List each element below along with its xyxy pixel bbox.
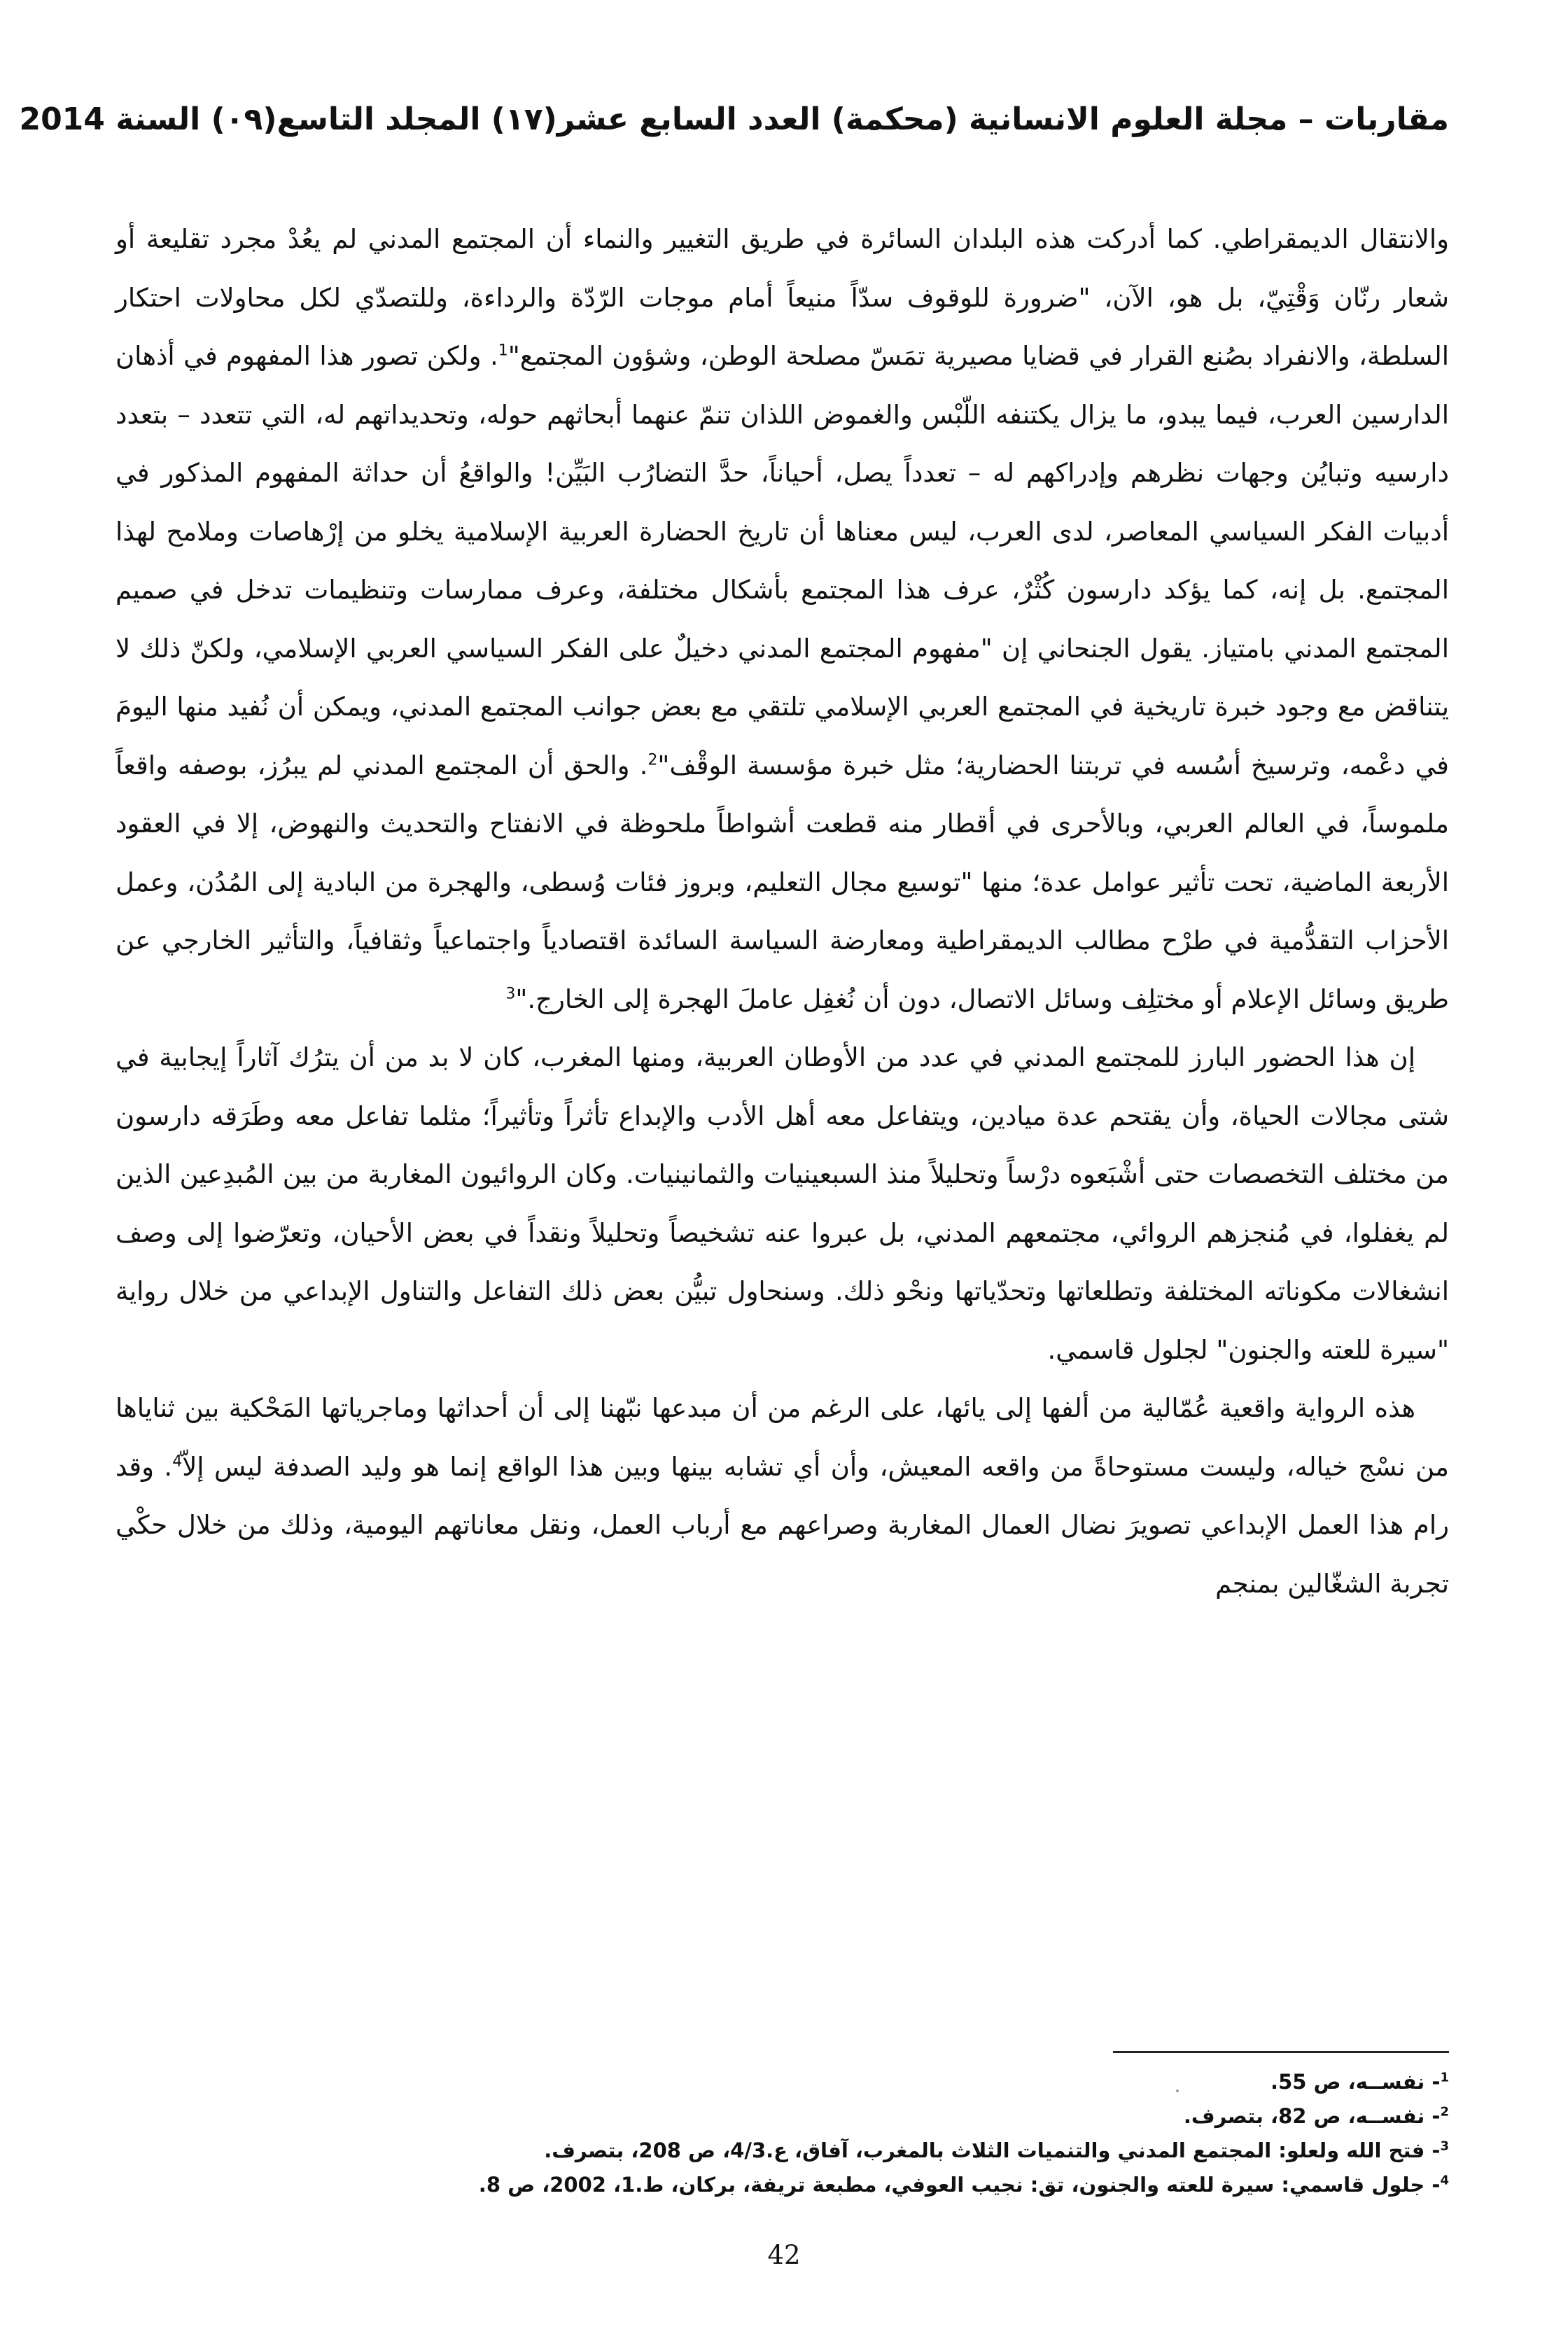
paragraph-3 bbox=[115, 1379, 1449, 1613]
text-run: . وقد رام هذا العمل الإبداعي تصويرَ نضال العمال المغاربة وصراعهم مع أرباب العمل، ونقل معاناتهم اليومية، وذلك من خلال حكْي تجربة الشغّالين بمنجم bbox=[115, 1451, 1449, 1599]
text-run: . والحق أن المجتمع المدني لم يبرُز، بوصفه واقعاً ملموساً، في العالم العربي، وبالأحرى في أقطار منه قطعت أشواطاً ملحوظة في الانفتاح والتحديث والنهوض، إلا في العقود الأربعة الماضية، تحت تأثير عوامل عدة؛ منها "توسيع مجال التعليم، وبروز فئات وُسطى، والهجرة من البادية إلى المُدُن، وعمل الأحزاب التقدُّمية في طرْح مطالب الديمقراطية ومعارضة السياسة السائدة اقتصادياً واجتماعياً وثقافياً، والتأثير الخارجي عن طريق وسائل الإعلام أو مختلِف وسائل الاتصال، دون أن نُغفِل عاملَ الهجرة إلى الخارج." bbox=[115, 750, 1449, 1014]
text-run: والانتقال الديمقراطي. كما أدركت هذه البلدان السائرة في طريق التغيير والنماء أن المجتمع المدني لم يعُدْ مجرد تقليعة أو شعار رنّان وَقْتِيّ، بل هو، الآن، "ضرورة للوقوف سدّاً منيعاً أمام موجات الرّدّة والرداءة، وللتصدّي لكل محاولات احتكار السلطة، والانفراد بصُنع القرار في قضايا مصيرية تمَسّ مصلحة الوطن، وشؤون المجتمع" bbox=[115, 224, 1449, 371]
footnote-ref-4[interactable]: 4 bbox=[172, 1452, 183, 1471]
footnote-number: 3 bbox=[1440, 2138, 1449, 2154]
footnote-number: 2 bbox=[1440, 2104, 1449, 2120]
footnotes bbox=[350, 2065, 1449, 2202]
footnote-4 bbox=[350, 2168, 1449, 2202]
footnote-2 bbox=[350, 2099, 1449, 2134]
footnote-1 bbox=[350, 2065, 1449, 2099]
scan-speck bbox=[1176, 2090, 1179, 2092]
footnote-separator bbox=[1113, 2051, 1449, 2053]
footnote-ref-2[interactable]: 2 bbox=[648, 751, 658, 769]
article-body bbox=[115, 210, 1449, 1613]
text-run: هذه الرواية واقعية عُمّالية من ألفها إلى يائها، على الرغم من أن مبدعها نبّهنا إلى أن أحداثها وماجرياتها المَحْكية بين ثناياها من نسْج خياله، وليست مستوحاةً من واقعه المعيش، وأن أي تشابه بينها وبين هذا الواقع إنما هو وليد الصدفة ليس إلاّ bbox=[115, 1393, 1449, 1482]
text-run: إن هذا الحضور البارز للمجتمع المدني في عدد من الأوطان العربية، ومنها المغرب، كان لا بد من أن يترُك آثاراً إيجابية في شتى مجالات الحياة، وأن يقتحم عدة ميادين، ويتفاعل معه أهل الأدب والإبداع تأثراً وتأثيراً؛ مثلما تفاعل معه وطَرَقه دارسون من مختلف التخصصات حتى أشْبَعوه درْساً وتحليلاً منذ السبعينيات والثمانينيات. وكان الروائيون المغاربة من بين المُبدِعين الذين لم يغفلوا، في مُنجزهم الروائي، مجتمعهم المدني، بل عبروا عنه تشخيصاً وتحليلاً ونقداً في بعض الأحيان، وتعرّضوا إلى وصف انشغالات مكوناته المختلفة وتطلعاتها وتحدّياتها ونحْو ذلك. وسنحاول تبيُّن بعض ذلك التفاعل والتناول الإبداعي من خلال رواية "سيرة للعته والجنون" لجلول قاسمي. bbox=[115, 1042, 1449, 1365]
footnote-text: - نفســه، ص 82، بتصرف. bbox=[1183, 2104, 1441, 2128]
footnote-text: - نفســه، ص 55. bbox=[1270, 2070, 1441, 2094]
footnote-ref-1[interactable]: 1 bbox=[498, 342, 508, 360]
paragraph-1 bbox=[115, 210, 1449, 1028]
footnote-number: 1 bbox=[1440, 2070, 1449, 2085]
journal-header: مقاربات – مجلة العلوم الانسانية (محكمة) العدد السابع عشر(١٧) المجلد التاسع(٠٩) السنة 2014 bbox=[19, 102, 1449, 137]
footnote-3 bbox=[350, 2134, 1449, 2168]
text-run: . ولكن تصور هذا المفهوم في أذهان الدارسين العرب، فيما يبدو، ما يزال يكتنفه اللّبْس والغموض اللذان تنمّ عنهما أبحاثهم حوله، وتحديداتهم له، التي تتعدد – بتعدد دارسيه وتبايُن وجهات نظرهم وإدراكهم له – تعدداً يصل، أحياناً، حدَّ التضارُب البَيِّن! والواقعُ أن حداثة المفهوم المذكور في أدبيات الفكر السياسي المعاصر، لدى العرب، ليس معناها أن تاريخ الحضارة العربية الإسلامية يخلو من إرْهاصات وملامح لهذا المجتمع. بل إنه، كما يؤكد دارسون كُثْرٌ، عرف هذا المجتمع بأشكال مختلفة، وعرف ممارسات وتنظيمات تدخل في صميم المجتمع المدني بامتياز. يقول الجنحاني إن "مفهوم المجتمع المدني دخيلٌ على الفكر السياسي العربي الإسلامي، ولكنّ ذلك لا يتناقض مع وجود خبرة تاريخية في المجتمع العربي الإسلامي تلتقي مع بعض جوانب المجتمع المدني، ويمكن أن نُفيد منها اليومَ في دعْمه، وترسيخ أسُسه في تربتنا الحضارية؛ مثل خبرة مؤسسة الوقْف" bbox=[115, 341, 1449, 780]
footnote-text: - فتح الله ولعلو: المجتمع المدني والتنميات الثلاث بالمغرب، آفاق، ع.4/3، ص 208، بتصرف. bbox=[544, 2138, 1441, 2162]
paragraph-2 bbox=[115, 1028, 1449, 1379]
footnote-text: - جلول قاسمي: سيرة للعته والجنون، تق: نجيب العوفي، مطبعة تريفة، بركان، ط.1، 2002، ص 8. bbox=[478, 2173, 1441, 2197]
page-number: 42 bbox=[767, 2240, 801, 2270]
footnote-ref-3[interactable]: 3 bbox=[505, 985, 516, 1003]
footnote-number: 4 bbox=[1440, 2173, 1449, 2188]
